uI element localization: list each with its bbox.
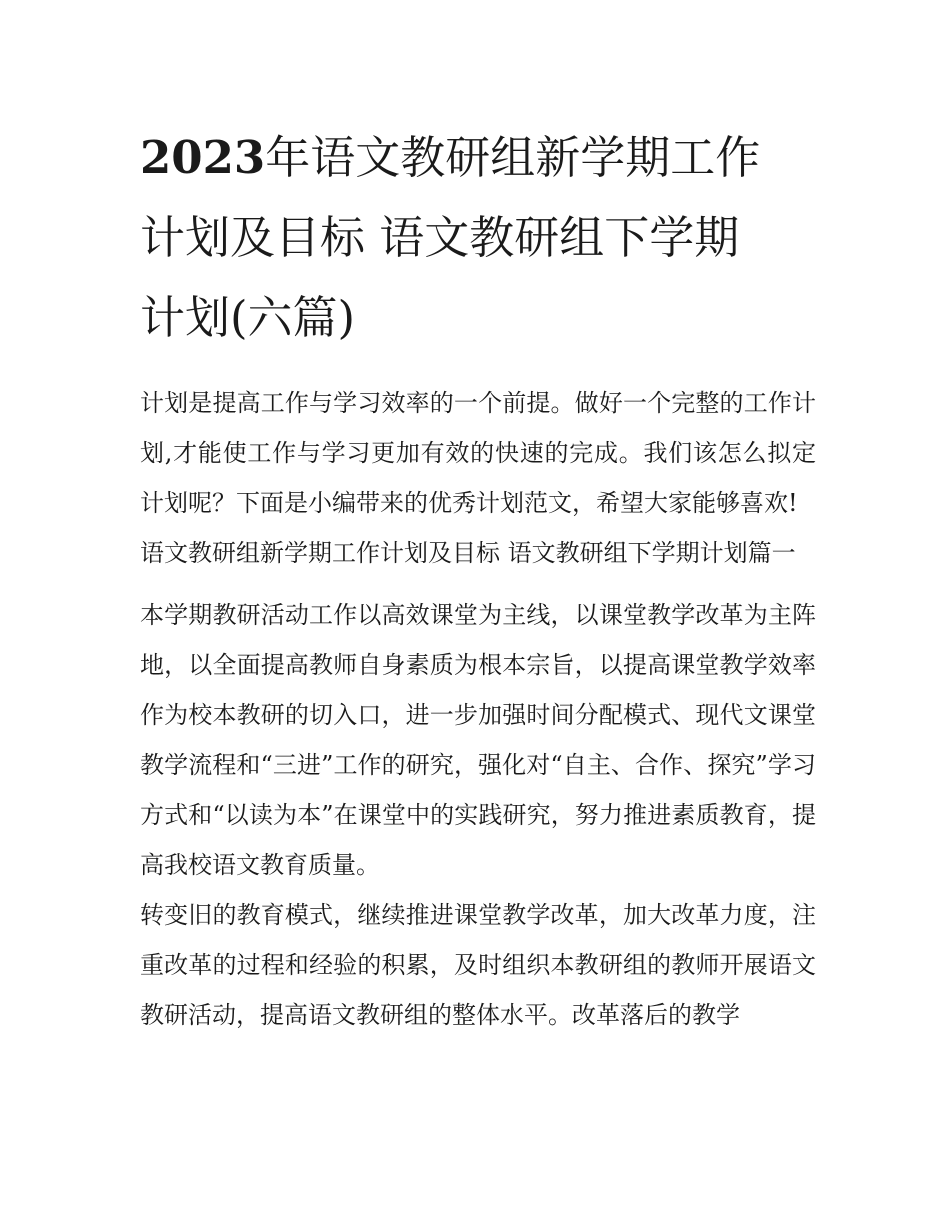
intro-paragraph: 计划是提高工作与学习效率的一个前提。做好一个完整的工作计划,才能使工作与学习更加有效的快速的完成。我们该怎么拟定计划呢？下面是小编带来的优秀计划范文，希望大家能够喜欢!: [140, 389, 816, 517]
title-line-1: [140, 118, 816, 198]
document-title: [140, 118, 816, 358]
document-page: [140, 118, 816, 1040]
section-heading: 语文教研组新学期工作计划及目标 语文教研组下学期计划篇一: [140, 539, 796, 567]
title-line-3: 计划(六篇): [140, 291, 356, 344]
title-line-1-text: 年语文教研组新学期工作: [265, 131, 761, 184]
title-line-2: 计划及目标 语文教研组下学期: [140, 211, 740, 264]
body-paragraph-2: 转变旧的教育模式，继续推进课堂教学改革，加大改革力度，注重改革的过程和经验的积累，及时组织本教研组的教师开展语文教研活动，提高语文教研组的整体水平。改革落后的教学: [140, 901, 816, 1029]
title-year: 2023: [140, 131, 266, 184]
body-paragraph-1: 本学期教研活动工作以高效课堂为主线，以课堂教学改革为主阵地，以全面提高教师自身素质为根本宗旨，以提高课堂教学效率作为校本教研的切入口，进一步加强时间分配模式、现代文课堂教学流程和“三进”工作的研究，强化对“自主、合作、探究”学习方式和“以读为本”在课堂中的实践研究，努力推进素质教育，提高我校语文教育质量。: [140, 601, 816, 879]
